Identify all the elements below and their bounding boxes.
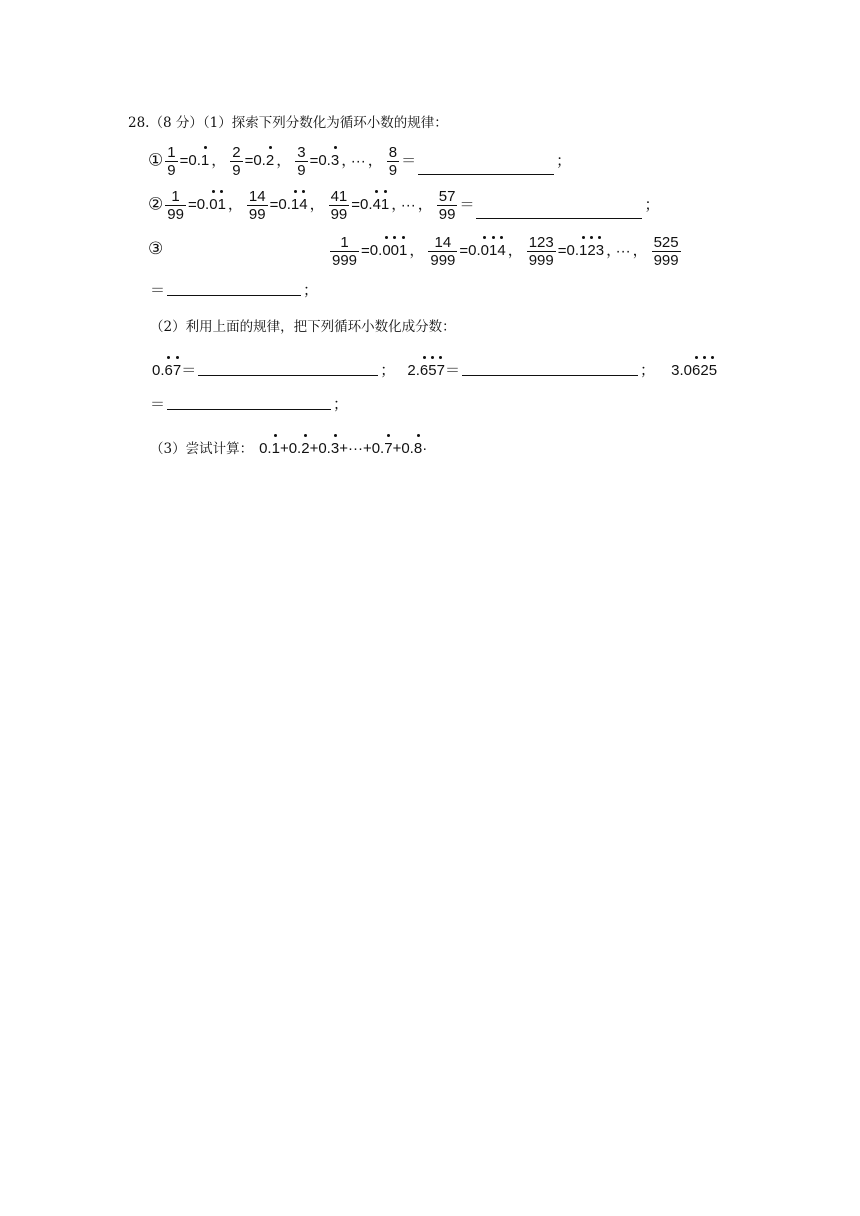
repeating-decimal: 0. 0 0 1 [370,242,408,259]
pattern-row-1: ① $\frac{1}{9}$ =0. 1 ， $\frac{2}{9}$ =0. 2 ， $\frac{3}{9}$ =0. 3 ， ··· ， $\frac{8}{9}$ ＝ ； [148,144,572,179]
fraction: $\frac{41}{99}$ [330,188,348,223]
marker-2: ② [148,194,164,215]
answer-blank[interactable] [167,408,331,410]
repeating-decimal: 0. 1 [188,152,209,169]
repeating-decimal: 0. 2 [253,152,274,169]
fraction: $\frac{1}{9}$ [167,144,176,179]
marker-3: ③ [148,239,164,259]
part2-row-answer: ＝ ； [150,396,349,413]
part3-row [150,440,427,458]
fraction: $\frac{8}{9}$ [388,144,398,179]
marker-1: ① [148,150,164,171]
fraction: $\frac{57}{99}$ [438,188,456,223]
repeating-decimal: 0. 4 1 [360,196,389,213]
part2-label: （2） [150,319,186,335]
pattern-row-3-answer: ＝ ； [150,282,319,299]
repeating-decimal: 0. 1 2 3 [567,242,605,259]
pattern-row-3: $\frac{1}{999}$ =0. 0 0 1 ， $\frac{14}{999}$ =0. 0 1 4 ， $\frac{123}{999}$ =0. 1 2 3 ， ··· ， $\frac{525}{999}$ [332,234,679,269]
repeating-decimal: 0. 6 7 [152,362,181,379]
answer-blank[interactable] [476,217,642,219]
repeating-decimal: 0. 0 1 4 [468,242,506,259]
answer-blank[interactable] [462,374,638,376]
part3-instruction: 尝试计算： [185,441,254,457]
fraction: $\frac{1}{99}$ [167,188,184,223]
problem-number: 28. [128,115,150,131]
fraction: $\frac{3}{9}$ [297,144,306,179]
fraction: $\frac{14}{999}$ [430,234,456,269]
part2-row: 0. 6 7＝ ； 2. 6 5 7＝ ； 3.0 6 2 5 [152,362,717,380]
part2-heading [150,318,456,336]
fraction: $\frac{2}{9}$ [232,144,241,179]
answer-blank[interactable] [418,173,554,175]
fraction: $\frac{123}{999}$ [528,234,554,269]
pattern-row-3-marker [148,240,163,259]
sum-expression: 0. 1+0. 2+0. 3+···+0. 7+0. 8· [259,440,427,457]
problem-score: （8 分） [149,115,203,131]
repeating-decimal: 3.0 6 2 5 [671,362,717,379]
pattern-row-2: ② $\frac{1}{99}$ =0. 0 1 ， $\frac{14}{99}$ =0. 1 4 ， $\frac{41}{99}$ =0. 4 1 ， ··· ， $\frac{57}{99}$ ＝ ； [148,188,660,223]
part3-label: （3） [150,441,186,457]
problem-heading [128,114,448,132]
fraction: $\frac{14}{99}$ [248,188,266,223]
fraction: $\frac{525}{999}$ [653,234,679,269]
repeating-decimal: 0. 1 4 [278,196,307,213]
answer-blank[interactable] [167,294,301,296]
repeating-decimal: 0. 0 1 [197,196,226,213]
fraction: $\frac{1}{999}$ [332,234,358,269]
answer-blank[interactable] [198,374,378,376]
repeating-decimal: 0. 3 [318,152,339,169]
part1-instruction: 探索下列分数化为循环小数的规律： [231,115,448,131]
part1-label: （1） [202,115,232,131]
part2-instruction: 利用上面的规律，把下列循环小数化成分数： [185,319,456,335]
repeating-decimal: 2. 6 5 7 [407,362,445,379]
